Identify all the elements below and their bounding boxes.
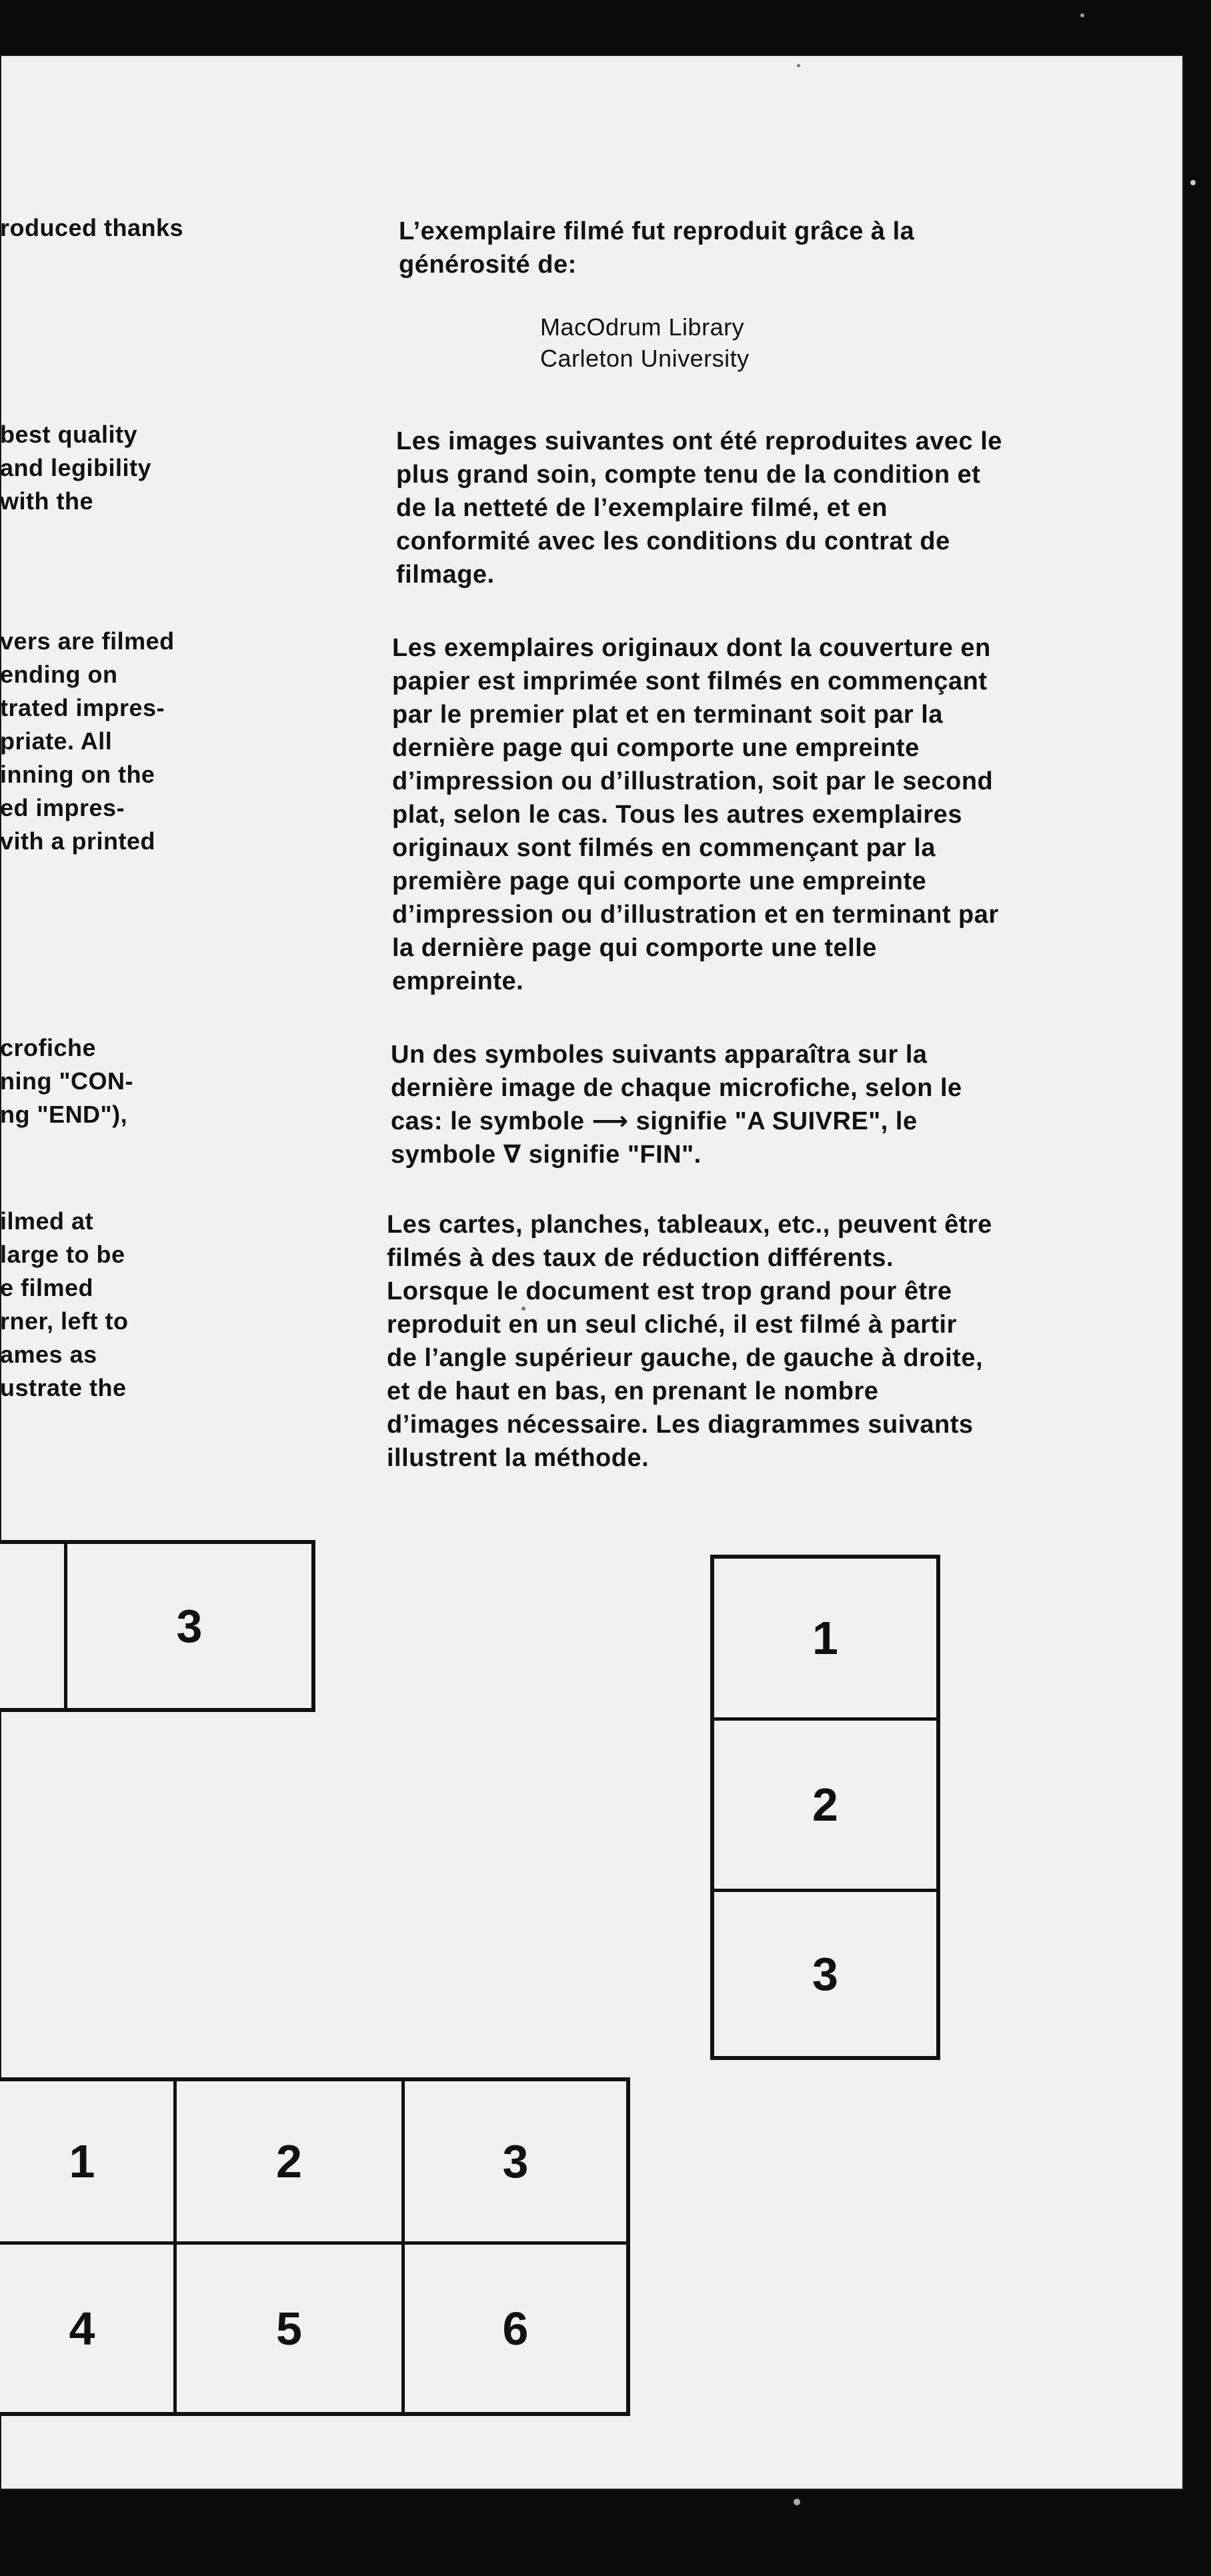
text-line: cas: le symbole ⟶ signifie "A SUIVRE", le — [391, 1107, 918, 1135]
text-line: par le premier plat et en terminant soit par la — [392, 701, 943, 729]
grid-diagram — [0, 2077, 630, 2416]
scan-speck — [794, 2499, 800, 2505]
text-line: d’impression ou d’illustration et en terminant par — [392, 901, 999, 929]
text-line: dernière image de chaque microfiche, selon le — [391, 1074, 962, 1102]
grid-cell-4: 4 — [69, 2302, 95, 2355]
text-line: la dernière page qui comporte une telle — [392, 934, 877, 962]
text-line: filmés à des taux de réduction différents. — [387, 1244, 894, 1272]
text-line: ed impres- — [0, 794, 125, 821]
text-line: ng "END"), — [0, 1101, 128, 1128]
document-page — [0, 55, 1184, 2490]
column-cell-2: 2 — [812, 1779, 838, 1831]
right-paragraph-4 — [391, 1038, 962, 1171]
row-diagram — [0, 1540, 315, 1712]
text-line: vers are filmed — [0, 627, 175, 655]
text-line: MacOdrum Library — [540, 313, 745, 341]
left-paragraph-2 — [0, 418, 151, 518]
left-paragraph-1 — [0, 211, 183, 245]
text-line: large to be — [0, 1241, 125, 1268]
right-paragraph-1 — [399, 215, 914, 281]
scan-speck — [521, 1307, 525, 1311]
text-line: générosité de: — [399, 251, 577, 279]
text-line: première page qui comporte une empreinte — [392, 867, 927, 895]
column-cell-1: 1 — [812, 1612, 838, 1664]
text-line: trated impres- — [0, 694, 165, 721]
text-line: rner, left to — [0, 1307, 129, 1335]
text-line: illustrent la méthode. — [387, 1444, 650, 1472]
text-line: L’exemplaire filmé fut reproduit grâce à la — [399, 217, 915, 245]
library-name — [540, 311, 750, 374]
text-line: symbole ∇ signifie "FIN". — [391, 1141, 702, 1169]
scan-speck — [1080, 13, 1084, 17]
text-line: Les exemplaires originaux dont la couverture en — [392, 634, 991, 662]
text-line: roduced thanks — [0, 214, 184, 241]
grid-cell-6: 6 — [502, 2302, 529, 2355]
right-paragraph-3 — [392, 631, 999, 998]
text-line: crofiche — [0, 1034, 97, 1061]
column-cell-3: 3 — [812, 1948, 838, 2000]
text-line: de la netteté de l’exemplaire filmé, et en — [396, 494, 888, 522]
text-line: and legibility — [0, 454, 152, 481]
text-line: d’impression ou d’illustration, soit par le second — [392, 767, 994, 795]
text-line: ustrate the — [0, 1374, 127, 1401]
text-line: empreinte. — [392, 967, 524, 995]
text-line: plat, selon le cas. Tous les autres exemplaires — [392, 801, 962, 829]
text-line: conformité avec les conditions du contrat de — [396, 527, 950, 555]
row-cell-3: 3 — [176, 1600, 203, 1652]
text-line: Les cartes, planches, tableaux, etc., peuvent être — [387, 1211, 992, 1239]
text-line: Les images suivantes ont été reproduites avec le — [396, 427, 1002, 455]
text-line: best quality — [0, 421, 138, 448]
text-line: reproduit en un seul cliché, il est filmé à partir — [387, 1311, 957, 1339]
text-line: Lorsque le document est trop grand pour être — [387, 1277, 952, 1305]
text-line: dernière page qui comporte une empreinte — [392, 734, 920, 762]
left-paragraph-4 — [0, 1031, 133, 1131]
text-line: plus grand soin, compte tenu de la condition et — [396, 461, 981, 489]
grid-cell-1: 1 — [69, 2135, 95, 2187]
text-line: inning on the — [0, 761, 155, 788]
column-diagram — [710, 1555, 940, 2060]
text-line: Un des symboles suivants apparaîtra sur la — [391, 1041, 928, 1069]
left-paragraph-5 — [0, 1205, 129, 1405]
scan-speck — [797, 64, 800, 67]
text-line: ames as — [0, 1341, 97, 1368]
text-line: with the — [0, 487, 93, 515]
text-line: de l’angle supérieur gauche, de gauche à droite, — [387, 1344, 984, 1372]
text-line: ning "CON- — [0, 1067, 134, 1095]
text-line: vith a printed — [0, 827, 156, 855]
left-paragraph-3 — [0, 625, 175, 858]
text-line: e filmed — [0, 1274, 94, 1301]
text-line: priate. All — [0, 727, 113, 755]
scan-speck — [1190, 180, 1196, 185]
grid-cell-3: 3 — [502, 2135, 529, 2187]
right-paragraph-5 — [387, 1208, 992, 1475]
text-line: originaux sont filmés en commençant par la — [392, 834, 936, 862]
grid-cell-5: 5 — [276, 2302, 302, 2355]
text-line: ilmed at — [0, 1207, 94, 1235]
text-line: ending on — [0, 661, 118, 688]
text-line: papier est imprimée sont filmés en commençant — [392, 667, 988, 695]
text-line: et de haut en bas, en prenant le nombre — [387, 1377, 879, 1405]
text-line: Carleton University — [540, 345, 750, 372]
grid-cell-2: 2 — [276, 2135, 302, 2187]
text-line: d’images nécessaire. Les diagrammes suivants — [387, 1411, 974, 1439]
right-paragraph-2 — [396, 425, 1002, 591]
text-line: filmage. — [396, 561, 495, 589]
